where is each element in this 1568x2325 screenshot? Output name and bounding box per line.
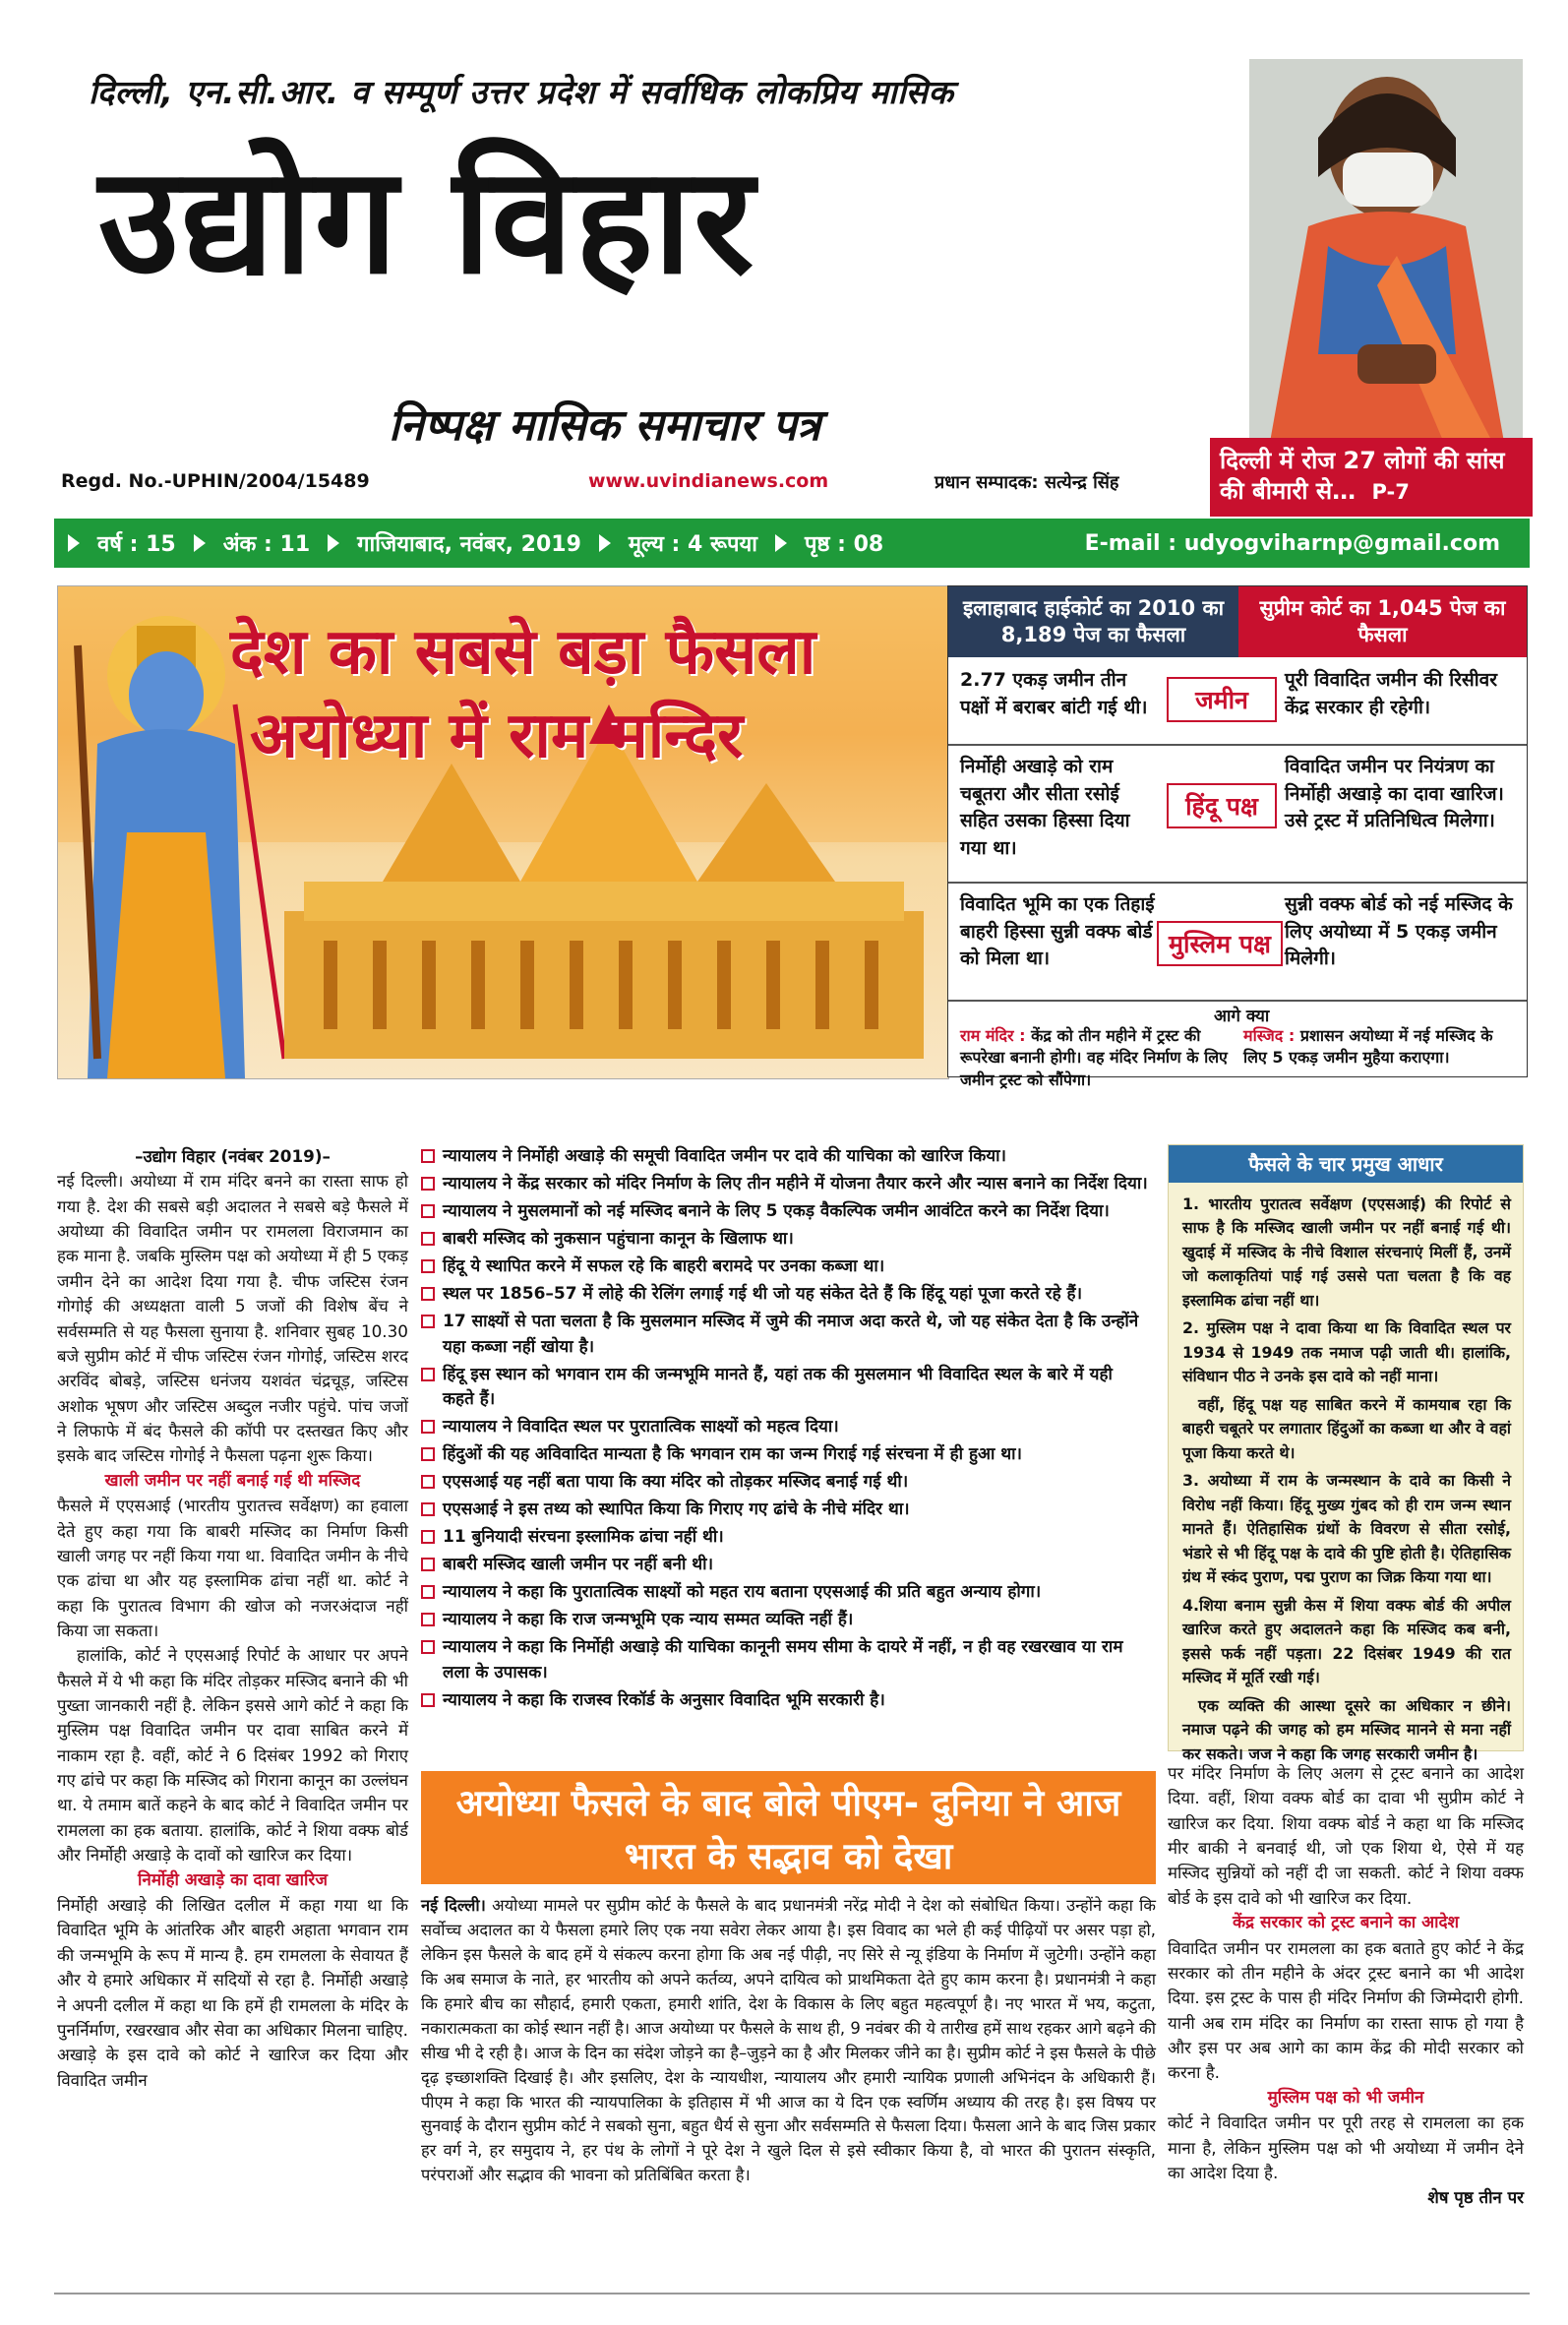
subheading-khali-jameen: खाली जमीन पर नहीं बनाई गई थी मस्जिद (104, 1470, 361, 1491)
list-item: हिंदुओं की यह अविवादित मान्यता है कि भगवान राम का जन्म गिराई गई संरचना में ही हुआ था। (421, 1442, 1149, 1468)
masjid-text: प्रशासन अयोध्या में नई मस्जिद के लिए 5 एकड़ जमीन मुहैया कराएगा। (1243, 1026, 1493, 1068)
verdict-points-list (421, 1144, 1149, 1716)
photo-caption[interactable] (1210, 438, 1533, 517)
row-divider (948, 882, 1527, 884)
checkbox-bullet-icon (421, 1232, 435, 1246)
main-story-para-2: फैसले में एएसआई (भारतीय पुरातत्त्व सर्वेक्षण) का हवाला देते हुए कहा गया कि बाबरी मस्जिद का निर्माण किसी खाली जगह पर नहीं किया गया था. विवादित जमीन के नीचे एक ढांचा था और यह इस्लामिक ढांचा नहीं था. कोर्ट ने कहा कि पुरातत्व विभाग की खोज को नजरअंदाज नहीं किया जा सकता। (57, 1496, 408, 1640)
subheading-nirmohi-akhara: निर्मोही अखाड़े का दावा खारिज (138, 1869, 328, 1890)
checkbox-bullet-icon (421, 1530, 435, 1544)
main-story-para-4: निर्मोही अखाड़े की लिखित दलील में कहा गया था कि विवादित भूमि के आंतरिक और बाहरी अहाता भगवान राम की जन्मभूमि के रूप में मान्य है. हम रामलला के सेवायत हैं और ये हमारे अधिकार में सदियों से रहा है. निर्मोही अखाड़े ने अपनी दलील में कहा था कि हमें ही रामलला के मंदिर के पुनर्निर्माण, रखरखाव और सेवा का अधिकार मिलना चाहिए. अखाड़े के इस दावे को कोर्ट ने खारिज कर दिया और विवादित जमीन (57, 1895, 408, 2090)
checkbox-bullet-icon (421, 1585, 435, 1599)
list-item: न्यायालय ने निर्मोही अखाड़े की समूची विवादित जमीन पर दावे की याचिका को खारिज किया। (421, 1144, 1149, 1170)
verdict-comparison-table (947, 585, 1528, 1089)
checkbox-bullet-icon (421, 1259, 435, 1273)
chief-editor: प्रधान सम्पादक: सत्येन्द्र सिंह (935, 472, 1119, 493)
contact-email[interactable]: E-mail : udyogviharnp@gmail.com (1084, 530, 1500, 556)
whats-next-label: आगे क्या (1214, 1007, 1270, 1026)
row2-tag: हिंदू पक्ष (1167, 783, 1277, 828)
list-item: हिंदू ये स्थापित करने में सफल रहे कि बाहरी बरामदे पर उनका कब्जा था। (421, 1254, 1149, 1280)
ground-2: 2. मुस्लिम पक्ष ने दावा किया था कि विवादित स्थल पर 1934 से 1949 तक नमाज पढ़ी जाती थी। हालांकि, संविधान पीठ ने उनके इस दावे को नहीं माना। (1182, 1318, 1511, 1386)
ground-3: 3. अयोध्या में राम के जन्मस्थान के दावे का किसी ने विरोध नहीं किया। हिंदू मुख्य गुंबद को ही राम जन्म स्थान मानते हैं। ऐतिहासिक ग्रंथों के विवरण से सीता रसोई, भंडारे से भी हिंदू पक्ष के दावे की पुष्टि होती है। ऐतिहासिक ग्रंथ में स्कंद पुराण, पद्म पुराण का जिक्र किया गया था। (1182, 1471, 1511, 1587)
photo-caption-page: P-7 (1371, 480, 1410, 505)
checkbox-bullet-icon (421, 1475, 435, 1489)
list-item: बाबरी मस्जिद को नुकसान पहुंचाना कानून के खिलाफ था। (421, 1227, 1149, 1253)
pm-story-lead: नई दिल्ली। (421, 1896, 486, 1915)
arrow-icon (194, 534, 206, 552)
newspaper-subtitle: निष्पक्ष मासिक समाचार पत्र (389, 400, 821, 451)
list-item: न्यायालय ने विवादित स्थल पर पुरातात्विक साक्ष्यों को महत्व दिया। (421, 1415, 1149, 1440)
row3-tag: मुस्लिम पक्ष (1157, 921, 1283, 966)
checkbox-bullet-icon (421, 1149, 435, 1163)
ground-2-cont: वहीं, हिंदू पक्ष यह साबित करने में कामयाब रहा कि बाहरी चबूतरे पर लगातार हिंदुओं का कब्जा था और वे वहां पूजा किया करते थे। (1182, 1394, 1511, 1462)
checkbox-bullet-icon (421, 1502, 435, 1516)
list-item: 11 बुनियादी संरचना इस्लामिक ढांचा नहीं थी। (421, 1525, 1149, 1551)
issue-info-bar (54, 519, 1530, 568)
bottom-rule (54, 2293, 1530, 2294)
checkbox-bullet-icon (421, 1177, 435, 1191)
row2-right: विवादित जमीन पर नियंत्रण का निर्मोही अखाड़े का दावा खारिज। उसे ट्रस्ट में प्रतिनिधित्व मिलेगा। (1285, 756, 1504, 832)
list-item: एएसआई ने इस तथ्य को स्थापित किया कि गिराए गए ढांचे के नीचे मंदिर था। (421, 1498, 1149, 1523)
main-story-para-3: हालांकि, कोर्ट ने एएसआई रिपोर्ट के आधार पर अपने फैसले में ये भी कहा कि मंदिर तोड़कर मस्जिद बनाने की भी पुख्ता जानकारी नहीं है. लेकिन इससे आगे कोर्ट ने कहा कि मुस्लिम पक्ष विवादित जमीन पर दावा साबित करने में नाकाम रहा है. वहीं, कोर्ट ने 6 दिसंबर 1992 को गिराए गए ढांचे पर कहा कि मस्जिद को गिराना कानून का उल्लंघन था. ये तमाम बातें कहने के बाद कोर्ट ने विवादित जमीन पर रामलला का हक बताया. हालांकि, कोर्ट ने शिया वक्फ बोर्ड और निर्मोही अखाड़े के दावों को खारिज कर दिया। (57, 1645, 408, 1866)
banner-headline-1: देश का सबसे बड़ा फैसला (230, 616, 816, 689)
mandir-text: केंद्र को तीन महीने में ट्रस्ट की रूपरेखा बनानी होगी। वह मंदिर निर्माण के लिए जमीन ट्रस्ट को सौंपेगा। (960, 1026, 1228, 1089)
continuation-para-1: पर मंदिर निर्माण के लिए अलग से ट्रस्ट बनाने का आदेश दिया. वहीं, शिया वक्फ बोर्ड का दावा भी सुप्रीम कोर्ट ने खारिज कर दिया. शिया वक्फ बोर्ड ने कहा था कि मस्जिद मीर बाकी ने बनवाई थी, जो एक शिया थे, ऐसे में यह मस्जिद सुन्नियों को नहीं दी जा सकती. कोर्ट ने शिया वक्फ बोर्ड के इस दावे को भी खारिज कर दिया. (1168, 1763, 1524, 1908)
row1-left: 2.77 एकड़ जमीन तीन पक्षों में बराबर बांटी गई थी। (960, 669, 1148, 718)
list-item: न्यायालय ने केंद्र सरकार को मंदिर निर्माण के लिए तीन महीने में योजना तैयार करने और न्यास बनाने का निर्देश दिया। (421, 1172, 1149, 1197)
list-item: स्थल पर 1856–57 में लोहे की रेलिंग लगाई गई थी जो यह संकेत देते हैं कि हिंदू यहां पूजा करते रहे हैं। (421, 1282, 1149, 1308)
row2-left: निर्मोही अखाड़े को राम चबूतरा और सीता रसोई सहित उसका हिस्सा दिया गया था। (960, 756, 1130, 859)
website-link[interactable]: www.uvindianews.com (588, 470, 829, 492)
checkbox-bullet-icon (421, 1640, 435, 1654)
mandir-next (960, 1025, 1236, 1091)
row1-right: पूरी विवादित जमीन की रिसीवर केंद्र सरकार ही रहेगी। (1285, 669, 1497, 718)
mandir-label: राम मंदिर : (960, 1026, 1026, 1045)
continued-on-page[interactable]: शेष पृष्ठ तीन पर (1427, 2187, 1524, 2208)
comparison-head-supremecourt: सुप्रीम कोर्ट का 1,045 पेज का फैसला (1238, 586, 1527, 657)
masthead-tagline: दिल्ली, एन.सी.आर. व सम्पूर्ण उत्तर प्रदेश में सर्वाधिक लोकप्रिय मासिक (89, 73, 954, 111)
checkbox-bullet-icon (421, 1420, 435, 1434)
subheading-muslim-land: मुस्लिम पक्ष को भी जमीन (1267, 2087, 1424, 2108)
list-item: हिंदू इस स्थान को भगवान राम की जन्मभूमि मानते हैं, यहां तक की मुसलमान भी विवादित स्थल के बारे में यही कहते हैं। (421, 1363, 1149, 1413)
ground-4: 4.शिया बनाम सुन्नी केस में शिया वक्फ बोर्ड की अपील खारिज करते हुए अदालतने कहा कि मस्जिद कब बनी, इससे फर्क नहीं पड़ता। 22 दिसंबर 1949 की रात मस्जिद में मूर्ति रखी गई। (1182, 1595, 1511, 1687)
issue-pages: पृष्ठ : 08 (805, 532, 884, 557)
list-item: न्यायालय ने कहा कि पुरातात्विक साक्ष्यों को महत राय बताना एएसआई की प्रति बहुत अन्याय होगा। (421, 1580, 1149, 1606)
arrow-icon (328, 534, 339, 552)
continuation-para-2: विवादित जमीन पर रामलला का हक बताते हुए कोर्ट ने केंद्र सरकार को तीन महीने के अंदर ट्रस्ट बनाने का भी आदेश दिया. इस ट्रस्ट के पास ही मंदिर निर्माण की जिम्मेदारी होगी. यानी अब राम मंदिर का निर्माण का रास्ता साफ हो गया है और इस पर अब आगे का काम केंद्र की मोदी सरकार को करना है. (1168, 1937, 1524, 2083)
checkbox-bullet-icon (421, 1368, 435, 1381)
checkbox-bullet-icon (421, 1558, 435, 1571)
masjid-next (1243, 1025, 1517, 1070)
comparison-head-highcourt: इलाहाबाद हाईकोर्ट का 2010 का 8,189 पेज का फैसला (948, 586, 1238, 657)
list-item: न्यायालय ने कहा कि राज जन्मभूमि एक न्याय सम्मत व्यक्ति नहीं हैं। (421, 1608, 1149, 1633)
checkbox-bullet-icon (421, 1613, 435, 1626)
arrow-icon (68, 534, 80, 552)
row-divider (948, 744, 1527, 746)
dateline: –उद्योग विहार (नवंबर 2019)– (135, 1146, 331, 1166)
list-item: बाबरी मस्जिद खाली जमीन पर नहीं बनी थी। (421, 1553, 1149, 1578)
ram-mandir-banner (57, 585, 949, 1079)
pm-story-text: अयोध्या मामले पर सुप्रीम कोर्ट के फैसले के बाद प्रधानमंत्री नरेंद्र मोदी ने देश को संबोधित किया। उन्होंने कहा कि सर्वोच्च अदालत का ये फैसला हमारे लिए एक नया सवेरा लेकर आया है। इस विवाद का भले ही कई पीढ़ियों पर असर पड़ा हो, लेकिन इस फैसले के बाद हमें ये संकल्प करना होगा कि अब नई पीढ़ी, नए सिरे से न्यू इंडिया के निर्माण में जुटेगी। उन्होंने कहा कि अब समाज के नाते, हर भारतीय को अपने कर्तव्य, अपने दायित्व को प्राथमिकता देते हुए काम करना है। प्रधानमंत्री ने कहा कि हमारे बीच का सौहार्द, हमारी एकता, हमारी शांति, देश के विकास के लिए बहुत महत्वपूर्ण है। नए भारत में भय, कटुता, नकारात्मकता का कोई स्थान नहीं है। आज अयोध्या पर फैसले के साथ ही, 9 नवंबर की ये तारीख हमें साथ रहकर आगे बढ़ने की सीख भी दे रही है। आज के दिन का संदेश जोड़ने का है–जुड़ने का है और मिलकर जीने का है। सुप्रीम कोर्ट ने इस फैसले के पीछे दृढ़ इच्छाशक्ति दिखाई है। और इसलिए, देश के न्यायधीश, न्यायालय और हमारी न्यायिक प्रणाली अभिनंदन के अधिकारी हैं। पीएम ने कहा कि भारत की न्यायपालिका के इतिहास में भी आज का ये दिन एक स्वर्णिम अध्याय की तरह है। इस विषय पर सुनवाई के दौरान सुप्रीम कोर्ट ने सबको सुना, बहुत धैर्य से सुना और सर्वसम्मति से फैसला दिया। फैसला आने के बाद जिस प्रकार हर वर्ग ने, हर समुदाय ने, हर पंथ के लोगों ने पूरे देश ने खुले दिल से इसे स्वीकार किया है, वो भारत की पुरातन संस्कृति, परंपराओं और सद्भाव की भावना को प्रतिबिंबित करता है। (421, 1896, 1156, 2185)
issue-place-date: गाजियाबाद, नवंबर, 2019 (357, 532, 581, 557)
issue-price: मूल्य : 4 रूपया (628, 532, 758, 557)
woman-photo-illustration (1249, 59, 1523, 448)
masked-woman-photo (1249, 59, 1523, 448)
list-item: न्यायालय ने मुसलमानों को नई मस्जिद बनाने के लिए 5 एकड़ वैकल्पिक जमीन आवंटित करने का निर्देश दिया। (421, 1199, 1149, 1225)
ground-1: 1. भारतीय पुरातत्व सर्वेक्षण (एएसआई) की रिपोर्ट से साफ है कि मस्जिद खाली जमीन पर नहीं बनाई गई थी। खुदाई में मस्जिद के नीचे विशाल संरचनाएं मिलीं हैं, उनमें जो कलाकृतियां पाई गई उससे पता चलता है कि वह इस्लामिक ढांचा नहीं था। (1182, 1194, 1511, 1310)
photo-caption-text: दिल्ली में रोज 27 लोगों की सांस की बीमारी से… (1220, 447, 1505, 506)
newspaper-title: उद्योग विहार (98, 136, 756, 307)
ground-4-cont: एक व्यक्ति की आस्था दूसरे का अधिकार न छीने। नमाज पढ़ने की जगह को हम मस्जिद मानने से मना नहीं कर सकते। जज ने कहा कि जगह सरकारी जमीन है। (1182, 1695, 1511, 1763)
checkbox-bullet-icon (421, 1447, 435, 1461)
checkbox-bullet-icon (421, 1204, 435, 1218)
issue-year: वर्ष : 15 (97, 532, 176, 557)
row-divider (948, 1000, 1527, 1002)
pm-story-headline: अयोध्या फैसले के बाद बोले पीएम- दुनिया ने आज भारत के सद्भाव को देखा (421, 1771, 1156, 1884)
banner-headline-2: अयोध्या में राम मन्दिर (250, 700, 744, 772)
checkbox-bullet-icon (421, 1693, 435, 1707)
checkbox-bullet-icon (421, 1287, 435, 1301)
arrow-icon (775, 534, 787, 552)
main-story-column (57, 1144, 408, 2093)
four-grounds-body (1182, 1193, 1511, 1770)
pm-story-body (421, 1894, 1156, 2188)
checkbox-bullet-icon (421, 1315, 435, 1328)
row3-left: विवादित भूमि का एक तिहाई बाहरी हिस्सा सुन्नी वक्फ बोर्ड को मिला था। (960, 893, 1155, 970)
list-item: न्यायालय ने कहा कि निर्मोही अखाड़े की याचिका कानूनी समय सीमा के दायरे में नहीं, न ही वह रखरखाव या राम लला के उपासक। (421, 1635, 1149, 1685)
main-story-para-1: नई दिल्ली। अयोध्या में राम मंदिर बनने का रास्ता साफ हो गया है. देश की सबसे बड़ी अदालत ने सबसे बड़े फैसले में अयोध्या की विवादित जमीन पर रामलला विराजमान का हक माना है. जबकि मुस्लिम पक्ष को अयोध्या में ही 5 एकड़ जमीन देने का आदेश दिया गया है. चीफ जस्टिस रंजन गोगोई की अध्यक्षता वाली 5 जजों की विशेष बेंच ने सर्वसम्मति से यह फैसला सुनाया है. शनिवार सुबह 10.30 बजे सुप्रीम कोर्ट में चीफ जस्टिस रंजन गोगोई, जस्टिस शरद अरविंद बोबड़े, जस्टिस धनंजय यशवंत चंद्रचूड़, जस्टिस अशोक भूषण और जस्टिस अब्दुल नजीर पहुंचे. पांच जजों ने लिफाफे में बंद फैसले की कॉपी पर दस्तखत किए और इसके बाद जस्टिस गोगोई ने फैसला पढ़ना शुरू किया। (57, 1171, 408, 1466)
arrow-icon (599, 534, 611, 552)
list-item: न्यायालय ने कहा कि राजस्व रिकॉर्ड के अनुसार विवादित भूमि सरकारी है। (421, 1688, 1149, 1714)
list-item: 17 साक्ष्यों से पता चलता है कि मुसलमान मस्जिद में जुमे की नमाज अदा करते थे, जो यह संकेत देता है कि उन्होंने यहा कब्जा नहीं खोया है। (421, 1310, 1149, 1360)
masjid-label: मस्जिद : (1243, 1026, 1296, 1045)
four-grounds-box (1168, 1144, 1524, 1763)
four-grounds-heading: फैसले के चार प्रमुख आधार (1169, 1145, 1523, 1183)
continuation-para-3: कोर्ट ने विवादित जमीन पर पूरी तरह से रामलला का हक माना है, लेकिन मुस्लिम पक्ष को भी अयोध्या में जमीन देने का आदेश दिया है. (1168, 2112, 1524, 2183)
list-item: एएसआई यह नहीं बता पाया कि क्या मंदिर को तोड़कर मस्जिद बनाई गई थी। (421, 1470, 1149, 1496)
row3-right: सुन्नी वक्फ बोर्ड को नई मस्जिद के लिए अयोध्या में 5 एकड़ जमीन मिलेगी। (1285, 893, 1513, 970)
row1-tag: जमीन (1167, 677, 1277, 722)
main-story-continuation (1168, 1761, 1524, 2211)
issue-number: अंक : 11 (222, 532, 311, 557)
registration-number: Regd. No.-UPHIN/2004/15489 (61, 470, 370, 492)
subheading-trust-order: केंद्र सरकार को ट्रस्ट बनाने का आदेश (1232, 1913, 1460, 1933)
